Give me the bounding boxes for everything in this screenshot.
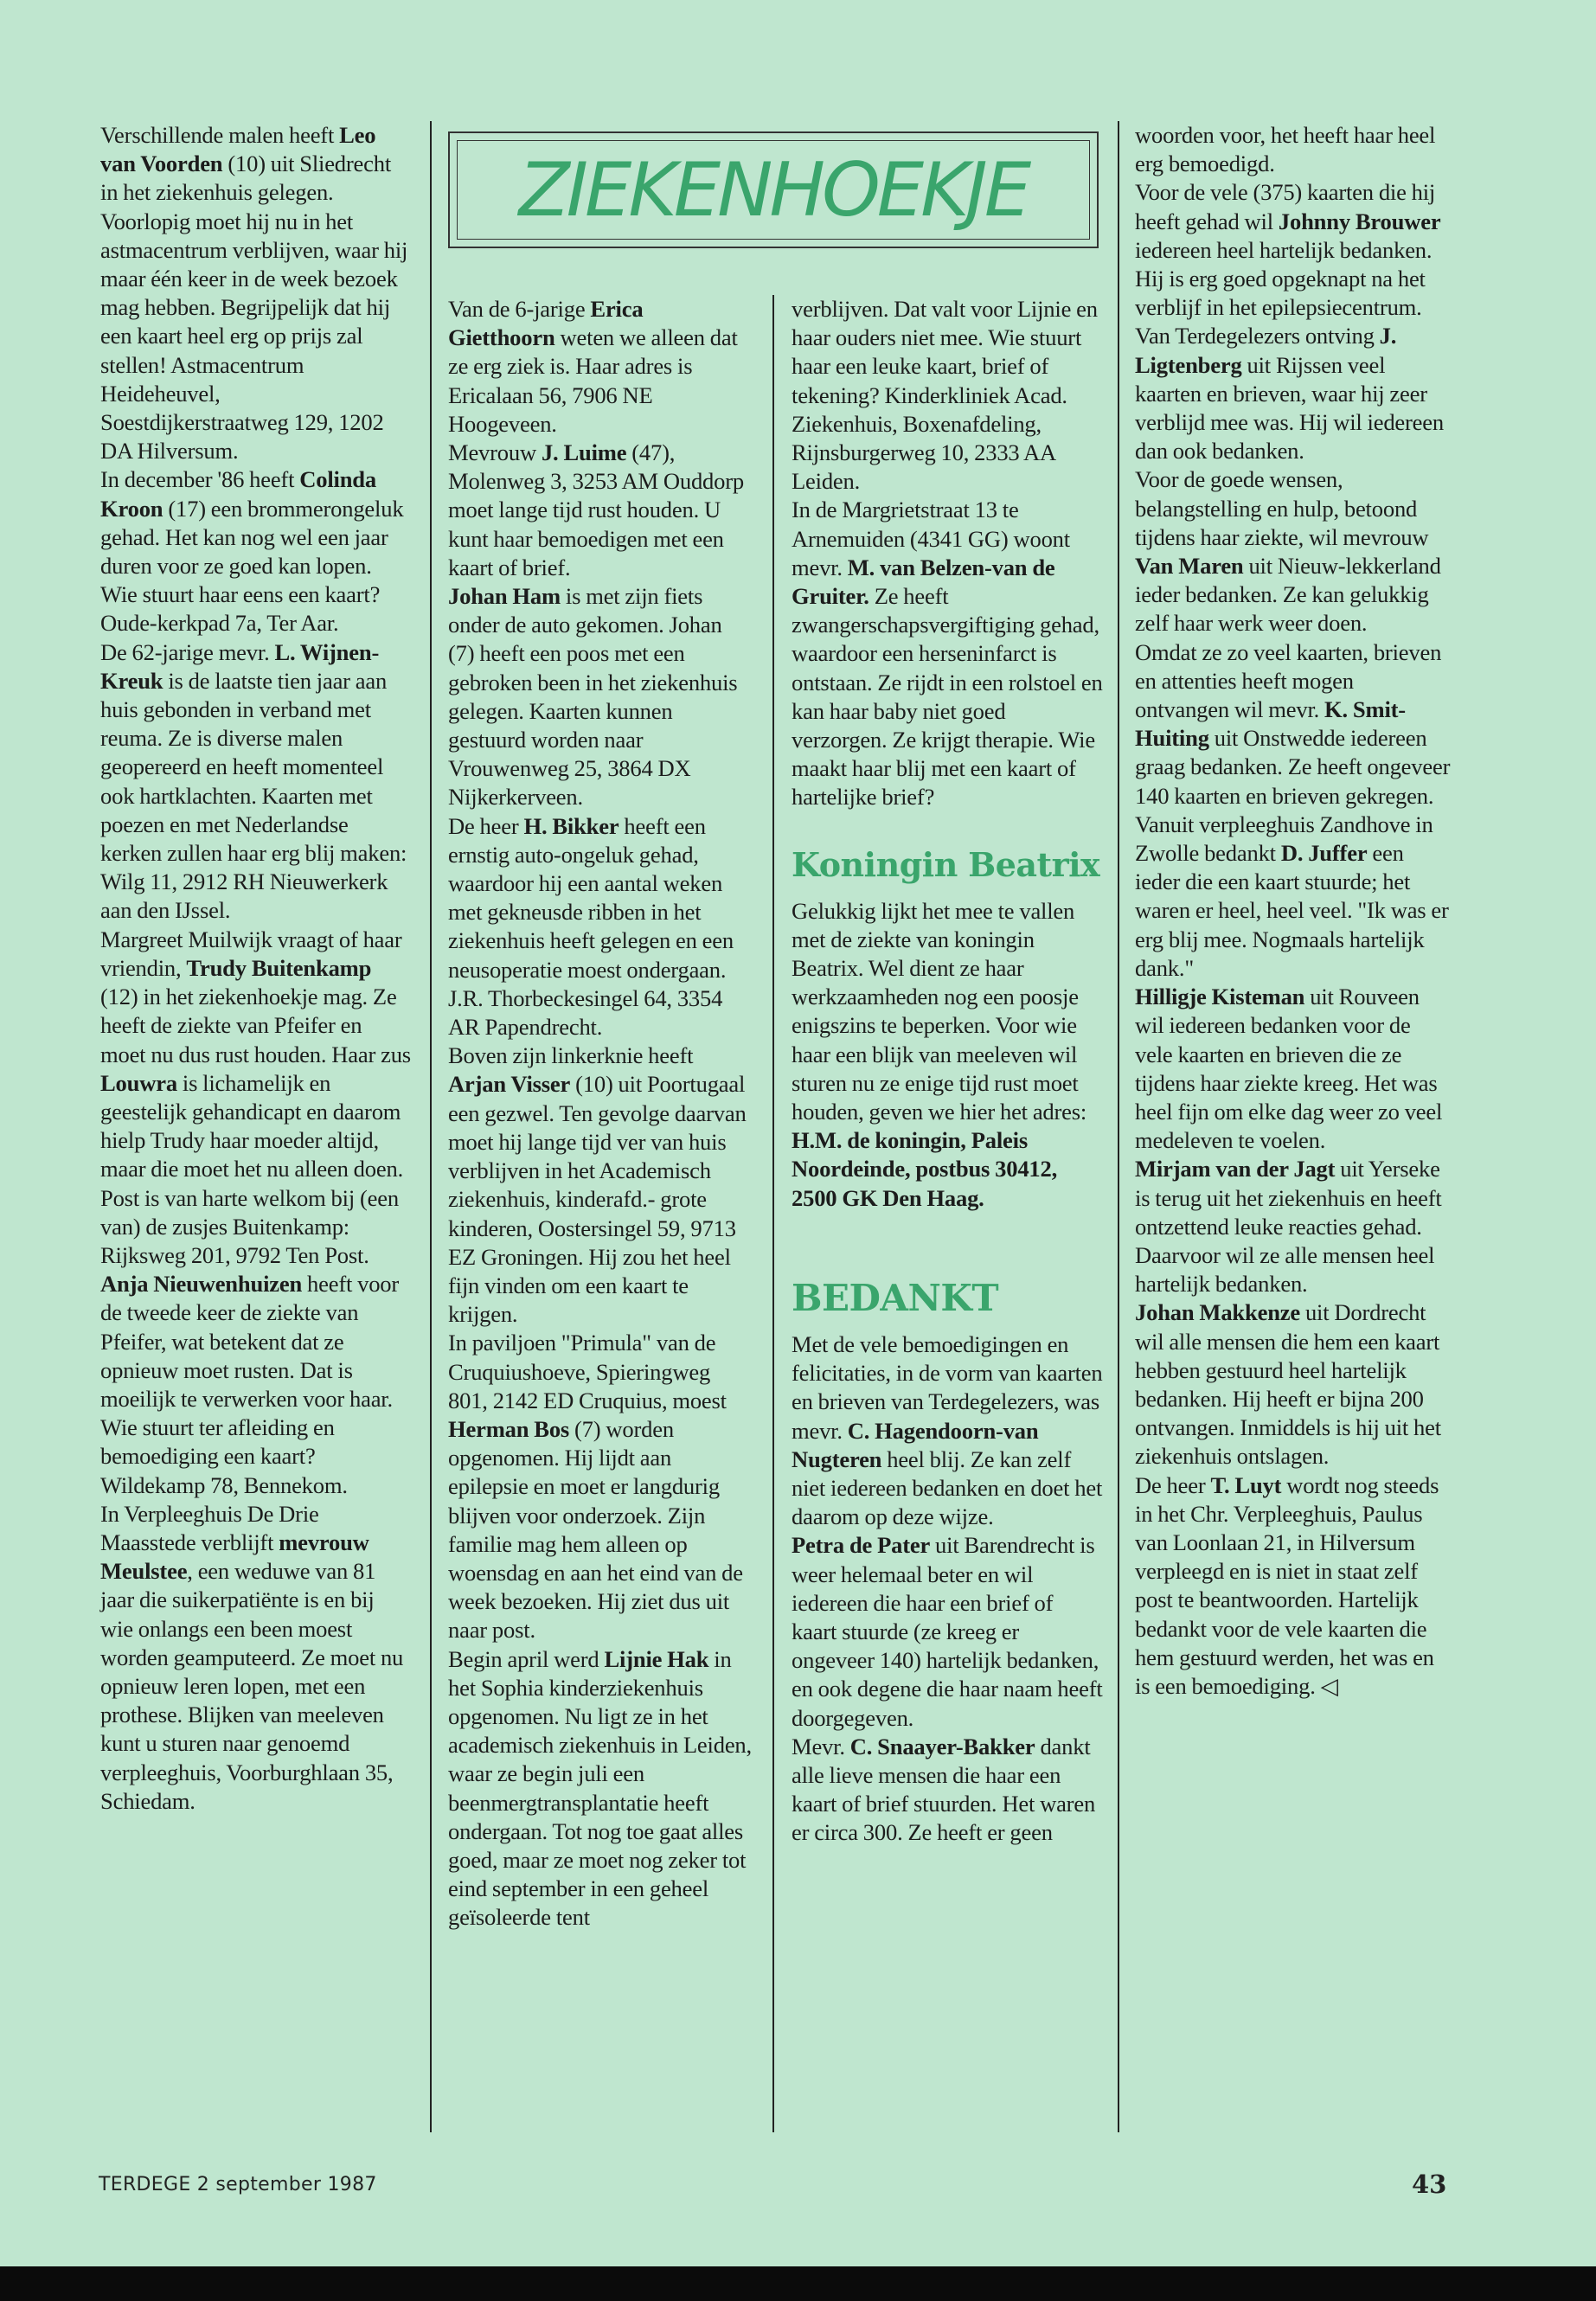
text-run: (12) in het ziekenhoekje mag. Ze heeft de ziekte van Pfeifer en moet nu dus rust houden. Haar zus [100,984,411,1067]
text-run: uit Rouveen wil iedereen bedanken voor de vele kaarten en brieven die ze tijdens haar ziekte kreeg. Het was heel fijn om elke dag weer zo veel medeleven te voelen. [1135,984,1443,1154]
article-paragraph [792,1531,1103,1732]
text-run: heel blij. Ze kan zelf niet iedereen bedanken en doet het daarom op deze wijze. [792,1445,1103,1530]
text-run: is lichamelijk en geestelijk gehandicapt en daarom hielp Trudy haar moeder altijd, maar die moet het nu alleen doen. Post is van harte welkom bij (een van) de zusjes Buitenkamp: Rijksweg 201, 9792 Ten Post. [100,1069,404,1268]
bold-name: Johan Makkenze [1135,1299,1300,1326]
text-run: Verschillende malen heeft [100,122,340,148]
text-run: Van de 6-jarige [448,296,591,322]
text-run: Begin april werd [448,1645,605,1672]
bold-name: Mirjam van der Jagt [1135,1156,1336,1183]
text-run: Met de vele bemoedigingen en felicitaties, in de vorm van kaarten en brieven van Terdegelezers, was mevr. [792,1330,1103,1444]
text-run: Boven zijn linkerknie heeft [448,1042,694,1069]
text-run: uit Barendrecht is weer helemaal beter en wil iedereen die haar een brief of kaart stuurde (ze kreeg er ongeveer 140) hartelijk bedanken, en ook degene die haar naam heeft doorgegeven. [792,1532,1103,1731]
article-paragraph [792,1330,1103,1531]
text-run: Vanuit verpleeghuis Zandhove in Zwolle bedankt [1135,811,1433,867]
article-paragraph [448,1329,753,1644]
bold-name: K. Smit-Huiting [1135,696,1406,752]
article-paragraph [448,812,753,1042]
footer-page-number: 43 [1412,2170,1447,2199]
article-paragraph [1135,811,1451,983]
column-rule-2 [772,295,774,2132]
section-heading-koningin-beatrix: Koningin Beatrix [792,844,1100,884]
bold-name: Arjan Visser [448,1071,571,1098]
bold-name: H.M. de koningin, Paleis Noordeinde, postbus 30412, 2500 GK Den Haag. [792,1127,1058,1211]
text-run: Gelukkig lijkt het mee te vallen met de ziekte van koningin Beatrix. Wel dient ze haar werkzaamheden nog een poosje enigszins te beperken. Voor wie haar een blijk van meeleven wil sturen nu ze enige tijd rust moet houden, geven we hier het adres: [792,897,1087,1125]
column-4 [1135,121,1451,1701]
text-run: uit Nieuw-lekkerland ieder bedanken. Ze kan gelukkig zelf haar werk weer doen. [1135,553,1441,637]
text-run: (7) worden opgenomen. Hij lijdt aan epilepsie en moet er langdurig blijven voor onderzoek. Zijn familie mag hem alleen op woensdag en aan het eind van de week bezoeken. Hij ziet dus uit naar post. [448,1415,743,1644]
article-paragraph [448,582,753,812]
article-paragraph [1135,638,1451,811]
article-paragraph [100,465,412,638]
bold-name: Leo van Voorden [100,122,376,177]
article-paragraph [1135,121,1451,178]
text-run: , een weduwe van 81 jaar die suikerpatiënte is en bij wie onlangs een been moest worden geamputeerd. Ze moet nu opnieuw leren lopen, met een prothese. Blijken van meeleven kunt u sturen naar genoemd verpleeghuis, Voorburghlaan 35, Schiedam. [100,1558,404,1814]
text-run: Mevrouw [448,439,542,466]
bold-name: Johnny Brouwer [1278,208,1441,234]
bold-name: J. Luime [541,439,627,466]
text-run: De 62-jarige mevr. [100,638,275,665]
text-run: weten we alleen dat ze erg ziek is. Haar adres is Ericalaan 56, 7906 NE Hoogeveen. [448,324,738,437]
bold-name: L. Wijnen-Kreuk [100,638,380,694]
text-run: iedereen heel hartelijk bedanken. Hij is erg goed opgeknapt na het verblijf in het epilepsiecentrum. [1135,236,1433,321]
text-run: De heer [448,812,524,839]
article-paragraph [448,1645,753,1932]
column-3-body [792,295,1103,812]
text-run: dankt alle lieve mensen die haar een kaart of brief stuurden. Het waren er circa 300. Ze heeft er geen [792,1733,1096,1846]
text-run: In december '86 heeft [100,466,300,493]
text-run: Ze heeft zwangerschapsvergiftiging gehad, waardoor een herseninfarct is ontstaan. Ze rijdt in een rolstoel en kan haar baby niet goed verzorgen. Ze krijgt therapie. Wie maakt haar blij met een kaart of hartelijke brief? [792,583,1103,811]
article-paragraph [100,926,412,1270]
bold-name: H. Bikker [523,812,619,839]
text-run: wordt nog steeds in het Chr. Verpleeghuis, Paulus van Loonlaan 21, in Hilversum verpleegd en is niet in staat zelf post te beantwoorden. Hartelijk bedankt voor de vele kaarten die hem gestuurd werden, het was en is een bemoediging. ◁ [1135,1471,1439,1699]
bold-name: Erica Gietthoorn [448,296,644,351]
article-paragraph [100,1500,412,1816]
article-paragraph [792,295,1103,496]
bold-name: Louwra [100,1069,177,1096]
text-run: is met zijn fiets onder de auto gekomen. Johan (7) heeft een poos met een gebroken been in het ziekenhuis gelegen. Kaarten kunnen gestuurd worden naar Vrouwenweg 25, 3864 DX Nijkerkerveen. [448,583,738,811]
bold-name: Van Maren [1135,553,1244,580]
column-1 [100,121,412,1816]
article-paragraph [448,1042,753,1329]
article-paragraph [100,1270,412,1500]
bold-name: Colinda Kroon [100,466,376,522]
text-run: De heer [1135,1471,1211,1498]
column-rule-1 [430,121,432,2132]
article-paragraph [1135,1155,1451,1298]
article-paragraph [448,295,753,439]
text-run: uit Rijssen veel kaarten en brieven, waar hij zeer verblijd mee was. Hij wil iedereen dan ook bedanken. [1135,351,1444,465]
bold-name: Petra de Pater [792,1532,931,1559]
bold-name: J. Ligtenberg [1135,323,1397,378]
article-paragraph [1135,1298,1451,1471]
article-paragraph [448,439,753,582]
article-paragraph [1135,465,1451,638]
bold-name: C. Snaayer-Bakker [849,1733,1035,1759]
text-run: Mevr. [792,1733,850,1759]
text-run: Van Terdegelezers ontving [1135,323,1380,349]
section-koningin-beatrix-body [792,897,1103,1213]
column-3 [792,295,1103,1848]
bold-name: Trudy Buitenkamp [186,954,372,981]
text-run: uit Yerseke is terug uit het ziekenhuis en heeft ontzettend leuke reacties gehad. Daarvoor wil ze alle mensen heel hartelijk bedanken. [1135,1156,1442,1298]
bold-name: Herman Bos [448,1415,570,1442]
footer-issue-info: TERDEGE 2 september 1987 [99,2174,377,2195]
text-run: uit Onstwedde iedereen graag bedanken. Ze heeft ongeveer 140 kaarten en brieven gekregen. [1135,725,1451,809]
bold-name: C. Hagendoorn-van Nugteren [792,1417,1039,1472]
bold-name: D. Juffer [1280,840,1368,867]
bold-name: mevrouw Meulstee [100,1529,369,1585]
text-run: in het Sophia kinderziekenhuis opgenomen. Nu ligt ze in het academisch ziekenhuis in Leiden, waar ze begin juli een beenmergtransplantatie heeft ondergaan. Tot nog toe gaat alles goed, maar ze moet nog zeker tot eind september in een geheel geïsoleerde tent [448,1645,752,1931]
text-run: is de laatste tien jaar aan huis gebonden in verband met reuma. Ze is diverse malen geopereerd en heeft momenteel ook hartklachten. Kaarten met poezen en met Nederlandse kerken zullen haar erg blij maken: Wilg 11, 2912 RH Nieuwerkerk aan den IJssel. [100,667,407,924]
section-heading-bedankt: BEDANKT [792,1276,999,1319]
column-2 [448,295,753,1932]
article-paragraph [792,496,1103,811]
article-paragraph [1135,983,1451,1155]
text-run: (17) een brommerongeluk gehad. Het kan nog wel een jaar duren voor ze goed kan lopen. Wie stuurt haar eens een kaart? Oude-kerkpad 7a, Ter Aar. [100,495,404,637]
article-paragraph [792,1733,1103,1848]
text-run: uit Dordrecht wil alle mensen die hem een kaart hebben gestuurd heel hartelijk bedanken. Hij heeft er bijna 200 ontvangen. Inmiddels is hij uit het ziekenhuis ontslagen. [1135,1299,1441,1470]
article-paragraph [1135,1471,1451,1702]
article-paragraph [792,897,1103,1213]
article-paragraph [100,638,412,926]
bold-name: M. van Belzen-van de Gruiter. [792,554,1055,610]
bold-name: Johan Ham [448,583,561,610]
text-run: Omdat ze zo veel kaarten, brieven en attenties heeft mogen ontvangen wil mevr. [1135,638,1442,723]
bold-name: Lijnie Hak [604,1645,709,1672]
page-title: ZIEKENHOEKJE [518,146,1029,234]
article-paragraph [1135,178,1451,322]
masthead-box [448,131,1099,248]
text-run: heeft een ernstig auto-ongeluk gehad, waardoor hij een aantal weken met gekneusde ribben in het ziekenhuis heeft gelegen en een neusoperatie moest ondergaan. J.R. Thorbeckesingel 64, 3354 AR Papendrecht. [448,812,734,1041]
bold-name: Hilligje Kisteman [1135,984,1305,1010]
text-run: verblijven. Dat valt voor Lijnie en haar ouders niet mee. Wie stuurt haar een leuke kaart, brief of tekening? Kinderkliniek Acad. Ziekenhuis, Boxenafdeling, Rijnsburgerweg 10, 2333 AA Leiden. [792,296,1098,495]
text-run: (10) uit Sliedrecht in het ziekenhuis gelegen. Voorlopig moet hij nu in het astmacentrum verblijven, waar hij maar één keer in de week bezoek mag hebben. Begrijpelijk dat hij een kaart heel erg op prijs zal stellen! Astmacentrum Heideheuvel, Soestdijkerstraatweg 129, 1202 DA Hilversum. [100,151,408,465]
section-bedankt-body [792,1330,1103,1848]
article-paragraph [1135,322,1451,465]
text-run: In paviljoen "Primula" van de Cruquiushoeve, Spieringweg 801, 2142 ED Cruquius, moest [448,1330,727,1413]
bold-name: Anja Nieuwenhuizen [100,1271,303,1298]
text-run: In Verpleeghuis De Drie Maasstede verblijft [100,1500,319,1555]
text-run: woorden voor, het heeft haar heel erg bemoedigd. [1135,122,1436,177]
text-run: Voor de vele (375) kaarten die hij heeft gehad wil [1135,179,1436,234]
text-run: een ieder die een kaart stuurde; het waren er heel, heel veel. "Ik was er erg blij mee. Nogmaals hartelijk dank." [1135,840,1449,981]
text-run: (47), Molenweg 3, 3253 AM Ouddorp moet lange tijd rust houden. U kunt haar bemoedigen met een kaart of brief. [448,439,744,580]
text-run: In de Margrietstraat 13 te Arnemuiden (4341 GG) woont mevr. [792,497,1070,580]
bold-name: T. Luyt [1210,1471,1282,1498]
text-run: (10) uit Poortugaal een gezwel. Ten gevolge daarvan moet hij lange tijd ver van huis verblijven in het Academisch ziekenhuis, kinderafd.- grote kinderen, Oostersingel 59, 9713 EZ Groningen. Hij zou het heel fijn vinden om een kaart te krijgen. [448,1071,747,1328]
text-run: Margreet Muilwijk vraagt of haar vriendin, [100,926,402,981]
text-run: Voor de goede wensen, belangstelling en hulp, betoond tijdens haar ziekte, wil mevrouw [1135,466,1429,550]
article-paragraph [100,121,412,465]
column-rule-3 [1118,121,1119,2132]
text-run: heeft voor de tweede keer de ziekte van Pfeifer, wat betekent dat ze opnieuw moet rusten. Dat is moeilijk te verwerken voor haar. Wie stuurt ter afleiding en bemoediging een kaart? Wildekamp 78, Bennekom. [100,1271,400,1498]
